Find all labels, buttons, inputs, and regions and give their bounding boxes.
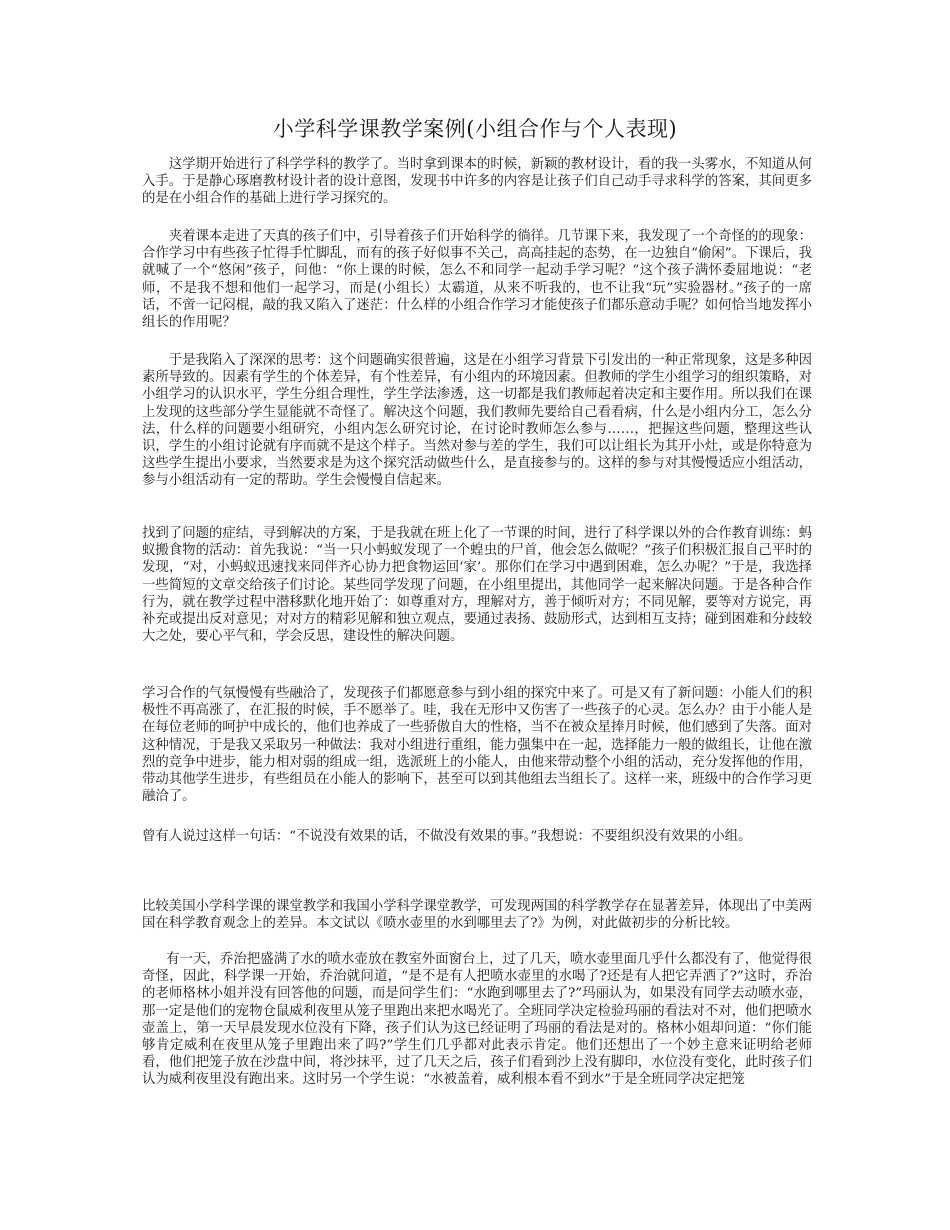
paragraph-intro: 这学期开始进行了科学学科的教学了。当时拿到课本的时候，新颖的教材设计，看的我一头雾水，不知道从何入手。于是静心琢磨教材设计者的设计意图，发现书中许多的内容是让孩子们自己动手寻求科学的答案，其间更多的是在小组合作的基础上进行学习探究的。 (142, 157, 812, 207)
paragraph-reflection: 于是我陷入了深深的思考：这个问题确实很普遍，这是在小组学习背景下引发出的一种正常现象，这是多种因素所导致的。因素有学生的个体差异，有个性差异，有小组内的环境因素。但教师的学生小组学习的组织策略，对小组学习的认识水平，学生分组合理性，学生学法渗透，这一切都是我们教师起着决定和主要作用。所以我们在课上发现的这些部分学生显能就不奇怪了。解决这个问题，我们教师先要给自己看看病，什么是小组内分工，怎么分法，什么样的问题要小组研究，小组内怎么研究讨论，在讨论时教师怎么参与……，把握这些问题，整理这些认识，学生的小组讨论就有序而就不是这个样子。当然对参与差的学生，我们可以让组长为其开小灶，或是你特意为这些学生提出小要求，当然要求是为这个探究活动做些什么，是直接参与的。这样的参与对其慢慢适应小组活动，参与小组活动有一定的帮助。学生会慢慢自信起来。 (142, 353, 812, 489)
paragraph-new-problem: 学习合作的气氛慢慢有些融洽了，发现孩子们都愿意参与到小组的探究中来了。可是又有了新问题：小能人们的积极性不再高涨了，在汇报的时候，手不愿举了。哇，我在无形中又伤害了一些孩子的心灵。怎么办？由于小能人是在每位老师的呵护中成长的，他们也养成了一些骄傲自大的性格，当不在被众星捧月时候，他们感到了失落。面对这种情况，于是我又采取另一种做法：我对小组进行重组，能力强集中在一起，选择能力一般的做组长，让他在激烈的竞争中进步，能力相对弱的组成一组，选派班上的小能人，由他来带动整个小组的活动，充分发挥他的作用，带动其他学生进步，有些组员在小能人的影响下，甚至可以到其他组去当组长了。这样一来，班级中的合作学习更融洽了。 (142, 686, 812, 805)
paragraph-observation: 夹着课本走进了天真的孩子们中，引导着孩子们开始科学的徜徉。几节课下来，我发现了一个奇怪的的现象：合作学习中有些孩子忙得手忙脚乱，而有的孩子好似事不关己，高高挂起的态势，在一边独自“偷闲”。下课后，我就喊了一个“悠闲”孩子，问他：“你上课的时候，怎么不和同学一起动手学习呢？”这个孩子满怀委屈地说：“老师，不是我不想和他们一起学习，而是(小组长）太霸道，从来不听我的，也不让我“玩”实验器材。”孩子的一席话，不啻一记闷棍，敲的我又陷入了迷茫：什么样的小组合作学习才能使孩子们都乐意动手呢？如何恰当地发挥小组长的作用呢？ (142, 229, 812, 331)
paragraph-quote: 曾有人说过这样一句话：“不说没有效果的话，不做没有效果的事。”我想说：不要组织没有效果的小组。 (142, 829, 752, 844)
paragraph-story: 有一天，乔治把盛满了水的喷水壶放在教室外面窗台上，过了几天，喷水壶里面几乎什么都没有了，他觉得很奇怪，因此，科学课一开始，乔治就问道，“是不是有人把喷水壶里的水喝了?还是有人把它弄洒了?”这时，乔治的老师格林小姐并没有回答他的问题，而是问学生们：“水跑到哪里去了?”玛丽认为，如果没有同学去动喷水壶，那一定是他们的宠物仓鼠威利夜里从笼子里跑出来把水喝光了。全班同学决定检验玛丽的看法对不对，他们把喷水壶盖上，第一天早晨发现水位没有下降，孩子们认为这已经证明了玛丽的看法是对的。格林小姐却问道：“你们能够肯定威利在夜里从笼子里跑出来了吗?”学生们几乎都对此表示肯定。他们还想出了一个妙主意来证明给老师看，他们把笼子放在沙盘中间，将沙抹平，过了几天之后，孩子们看到沙上没有脚印，水位没有变化，此时孩子们认为威利夜里没有跑出来。这时另一个学生说：“水被盖着，威利根本看不到水”于是全班同学决定把笼 (142, 952, 812, 1088)
paragraph-solution: 找到了问题的症结，寻到解决的方案，于是我就在班上化了一节课的时间，进行了科学课以外的合作教育训练：蚂蚁搬食物的活动：首先我说：“当一只小蚂蚁发现了一个蝗虫的尸首，他会怎么做呢？”孩子们积极汇报自己平时的发现，“对，小蚂蚁迅速找来同伴齐心协力把食物运回‘家’。那你们在学习中遇到困难，怎么办呢？”于是，我选择一些简短的文章交给孩子们讨论。某些同学发现了问题，在小组里提出，其他同学一起来解决问题。于是各种合作行为，就在教学过程中潜移默化地开始了：如尊重对方，理解对方，善于倾听对方；不同见解，要等对方说完，再补充或提出反对意见；对对方的精彩见解和独立观点，要通过表扬、鼓励形式，达到相互支持；碰到困难和分歧较大之处，要心平气和，学会反思，建设性的解决问题。 (142, 526, 812, 645)
paragraph-comparison: 比较美国小学科学课的课堂教学和我国小学科学课堂教学，可发现两国的科学教学存在显著差异，体现出了中美两国在科学教育观念上的差异。本文试以《喷水壶里的水到哪里去了?》为例，对此做初步的分析比较。 (142, 899, 812, 932)
document-title: 小学科学课教学案例(小组合作与个人表现) (272, 117, 678, 141)
